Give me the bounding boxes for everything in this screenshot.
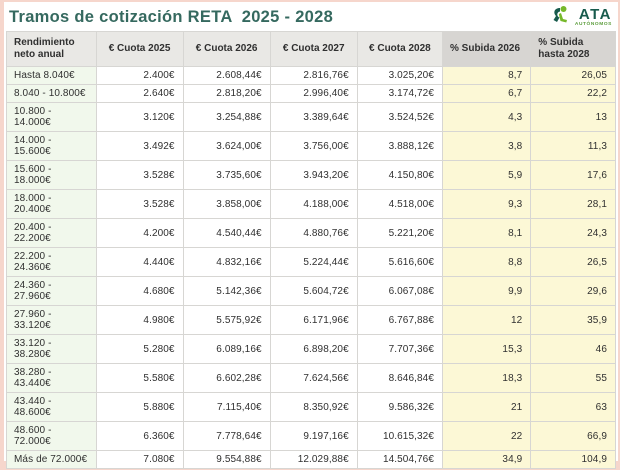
- cell-rendimiento: 10.800 - 14.000€: [7, 103, 97, 132]
- cell-cuota-2025: 6.360€: [96, 422, 183, 451]
- cell-cuota-2027: 2.816,76€: [270, 67, 357, 85]
- table-row: [7, 67, 616, 85]
- cell-cuota-2028: 6.767,88€: [357, 306, 442, 335]
- header-cuota-2025: € Cuota 2025: [96, 32, 183, 67]
- cell-subida-2026: 4,3: [443, 103, 531, 132]
- cell-cuota-2027: 9.197,16€: [270, 422, 357, 451]
- cell-cuota-2027: 4.880,76€: [270, 219, 357, 248]
- cell-rendimiento: 27.960 - 33.120€: [7, 306, 97, 335]
- header-row: [7, 32, 616, 67]
- cell-rendimiento: 14.000 - 15.600€: [7, 132, 97, 161]
- cell-cuota-2028: 5.616,60€: [357, 248, 442, 277]
- ata-logo-icon: [550, 4, 572, 31]
- cell-cuota-2028: 3.888,12€: [357, 132, 442, 161]
- cell-cuota-2028: 4.518,00€: [357, 190, 442, 219]
- cell-cuota-2025: 2.640€: [96, 85, 183, 103]
- table-row: [7, 219, 616, 248]
- cell-subida-hasta-2028: 17,6: [531, 161, 616, 190]
- cell-cuota-2028: 6.067,08€: [357, 277, 442, 306]
- title-bar: [4, 2, 618, 31]
- table-body: [7, 67, 616, 469]
- ata-logo-subname: AUTÓNOMOS: [575, 23, 612, 28]
- table-row: [7, 248, 616, 277]
- header-subida-2026: % Subida 2026: [443, 32, 531, 67]
- cell-cuota-2026: 4.540,44€: [183, 219, 270, 248]
- cell-cuota-2026: 7.115,40€: [183, 393, 270, 422]
- cell-cuota-2027: 6.171,96€: [270, 306, 357, 335]
- cell-cuota-2025: 2.400€: [96, 67, 183, 85]
- table-row: [7, 306, 616, 335]
- cell-cuota-2025: 3.528€: [96, 190, 183, 219]
- table-row: [7, 451, 616, 469]
- cell-cuota-2026: 5.142,36€: [183, 277, 270, 306]
- cell-cuota-2025: 4.680€: [96, 277, 183, 306]
- cell-subida-2026: 12: [443, 306, 531, 335]
- cell-cuota-2026: 2.818,20€: [183, 85, 270, 103]
- ata-logo-name: ATA: [579, 7, 612, 22]
- cell-cuota-2025: 3.492€: [96, 132, 183, 161]
- cell-rendimiento: 24.360 - 27.960€: [7, 277, 97, 306]
- table-row: [7, 103, 616, 132]
- cell-cuota-2028: 7.707,36€: [357, 335, 442, 364]
- cell-cuota-2027: 8.350,92€: [270, 393, 357, 422]
- cell-subida-hasta-2028: 28,1: [531, 190, 616, 219]
- quota-table: [6, 31, 616, 469]
- cell-cuota-2025: 4.200€: [96, 219, 183, 248]
- cell-cuota-2028: 14.504,76€: [357, 451, 442, 469]
- cell-subida-2026: 8,8: [443, 248, 531, 277]
- cell-cuota-2028: 3.025,20€: [357, 67, 442, 85]
- cell-cuota-2026: 2.608,44€: [183, 67, 270, 85]
- cell-cuota-2026: 6.089,16€: [183, 335, 270, 364]
- page-title: Tramos de cotización RETA 2025 - 2028: [9, 8, 333, 27]
- cell-rendimiento: 15.600 - 18.000€: [7, 161, 97, 190]
- cell-cuota-2025: 4.980€: [96, 306, 183, 335]
- header-rendimiento: Rendimiento neto anual: [7, 32, 97, 67]
- cell-cuota-2025: 3.120€: [96, 103, 183, 132]
- cell-subida-hasta-2028: 35,9: [531, 306, 616, 335]
- table-row: [7, 277, 616, 306]
- cell-subida-2026: 9,9: [443, 277, 531, 306]
- cell-subida-hasta-2028: 22,2: [531, 85, 616, 103]
- cell-subida-hasta-2028: 29,6: [531, 277, 616, 306]
- cell-rendimiento: 43.440 - 48.600€: [7, 393, 97, 422]
- cell-cuota-2027: 3.389,64€: [270, 103, 357, 132]
- table-row: [7, 85, 616, 103]
- cell-cuota-2028: 8.646,84€: [357, 364, 442, 393]
- cell-cuota-2027: 5.224,44€: [270, 248, 357, 277]
- table-row: [7, 161, 616, 190]
- cell-rendimiento: Más de 72.000€: [7, 451, 97, 469]
- cell-cuota-2026: 3.254,88€: [183, 103, 270, 132]
- cell-cuota-2026: 6.602,28€: [183, 364, 270, 393]
- cell-cuota-2026: 3.858,00€: [183, 190, 270, 219]
- cell-subida-2026: 8,1: [443, 219, 531, 248]
- cell-rendimiento: 8.040 - 10.800€: [7, 85, 97, 103]
- cell-cuota-2026: 5.575,92€: [183, 306, 270, 335]
- cell-rendimiento: 18.000 - 20.400€: [7, 190, 97, 219]
- cell-cuota-2027: 12.029,88€: [270, 451, 357, 469]
- cell-cuota-2025: 5.880€: [96, 393, 183, 422]
- table-row: [7, 132, 616, 161]
- cell-cuota-2025: 3.528€: [96, 161, 183, 190]
- cell-subida-2026: 18,3: [443, 364, 531, 393]
- cell-cuota-2025: 5.580€: [96, 364, 183, 393]
- cell-subida-2026: 6,7: [443, 85, 531, 103]
- cell-cuota-2028: 5.221,20€: [357, 219, 442, 248]
- table-row: [7, 364, 616, 393]
- cell-cuota-2026: 4.832,16€: [183, 248, 270, 277]
- cell-cuota-2028: 4.150,80€: [357, 161, 442, 190]
- cell-cuota-2027: 4.188,00€: [270, 190, 357, 219]
- quota-table-wrap: [4, 31, 618, 470]
- header-cuota-2027: € Cuota 2027: [270, 32, 357, 67]
- cell-rendimiento: 33.120 - 38.280€: [7, 335, 97, 364]
- cell-cuota-2026: 7.778,64€: [183, 422, 270, 451]
- cell-subida-2026: 3,8: [443, 132, 531, 161]
- cell-subida-hasta-2028: 11,3: [531, 132, 616, 161]
- cell-subida-2026: 5,9: [443, 161, 531, 190]
- cell-subida-2026: 34,9: [443, 451, 531, 469]
- cell-subida-2026: 22: [443, 422, 531, 451]
- cell-subida-2026: 9,3: [443, 190, 531, 219]
- cell-cuota-2025: 5.280€: [96, 335, 183, 364]
- ata-logo-text: [575, 7, 612, 28]
- cell-cuota-2027: 5.604,72€: [270, 277, 357, 306]
- cell-subida-2026: 15,3: [443, 335, 531, 364]
- cell-cuota-2026: 9.554,88€: [183, 451, 270, 469]
- table-row: [7, 422, 616, 451]
- cell-cuota-2026: 3.735,60€: [183, 161, 270, 190]
- cell-cuota-2027: 7.624,56€: [270, 364, 357, 393]
- table-row: [7, 190, 616, 219]
- header-subida-hasta-2028: % Subida hasta 2028: [531, 32, 616, 67]
- header-cuota-2026: € Cuota 2026: [183, 32, 270, 67]
- cell-subida-2026: 21: [443, 393, 531, 422]
- cell-cuota-2028: 3.524,52€: [357, 103, 442, 132]
- cell-cuota-2027: 3.943,20€: [270, 161, 357, 190]
- cell-cuota-2028: 3.174,72€: [357, 85, 442, 103]
- cell-rendimiento: Hasta 8.040€: [7, 67, 97, 85]
- cell-subida-hasta-2028: 24,3: [531, 219, 616, 248]
- cell-cuota-2025: 7.080€: [96, 451, 183, 469]
- cell-subida-hasta-2028: 66,9: [531, 422, 616, 451]
- cell-cuota-2027: 6.898,20€: [270, 335, 357, 364]
- table-row: [7, 393, 616, 422]
- cell-subida-hasta-2028: 63: [531, 393, 616, 422]
- cell-subida-hasta-2028: 26,05: [531, 67, 616, 85]
- table-row: [7, 335, 616, 364]
- cell-rendimiento: 22.200 - 24.360€: [7, 248, 97, 277]
- ata-logo: [550, 4, 612, 31]
- cell-rendimiento: 20.400 - 22.200€: [7, 219, 97, 248]
- cell-subida-hasta-2028: 13: [531, 103, 616, 132]
- cell-subida-hasta-2028: 46: [531, 335, 616, 364]
- cell-cuota-2028: 9.586,32€: [357, 393, 442, 422]
- cell-cuota-2027: 2.996,40€: [270, 85, 357, 103]
- cell-cuota-2026: 3.624,00€: [183, 132, 270, 161]
- header-cuota-2028: € Cuota 2028: [357, 32, 442, 67]
- cell-rendimiento: 38.280 - 43.440€: [7, 364, 97, 393]
- cell-subida-2026: 8,7: [443, 67, 531, 85]
- cell-cuota-2028: 10.615,32€: [357, 422, 442, 451]
- cell-subida-hasta-2028: 26,5: [531, 248, 616, 277]
- cell-rendimiento: 48.600 - 72.000€: [7, 422, 97, 451]
- cell-subida-hasta-2028: 55: [531, 364, 616, 393]
- cell-cuota-2027: 3.756,00€: [270, 132, 357, 161]
- cell-subida-hasta-2028: 104,9: [531, 451, 616, 469]
- content-card: [4, 2, 618, 461]
- cell-cuota-2025: 4.440€: [96, 248, 183, 277]
